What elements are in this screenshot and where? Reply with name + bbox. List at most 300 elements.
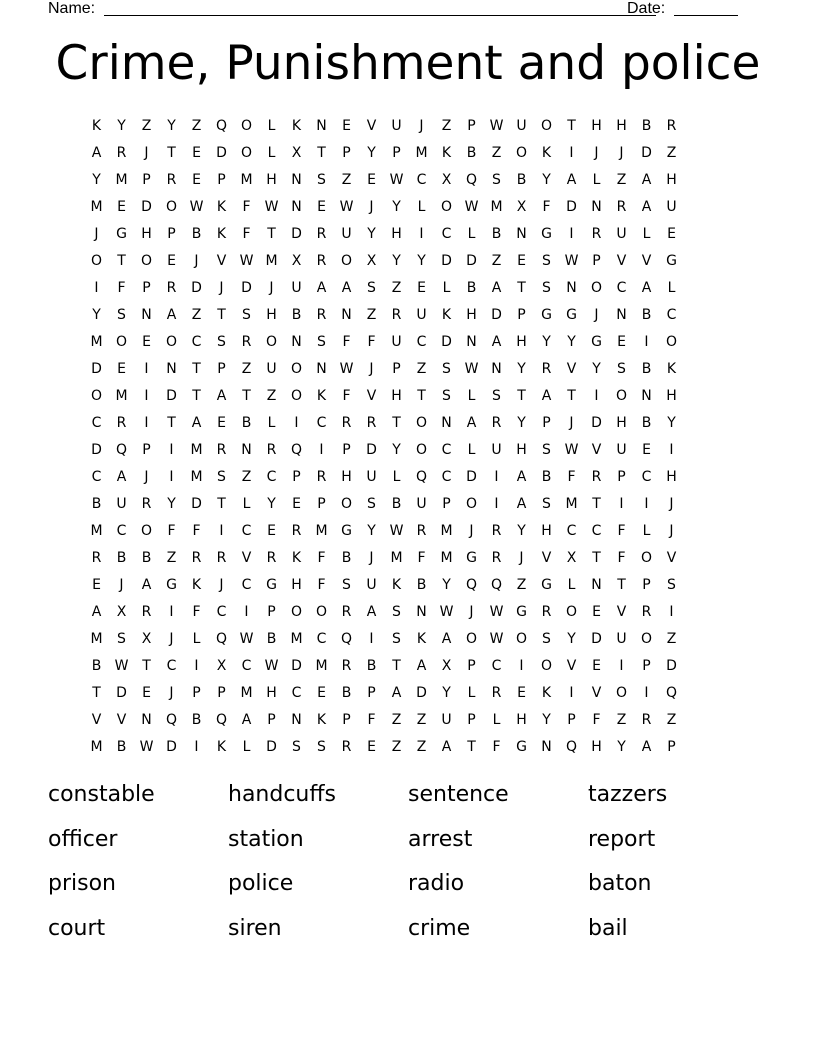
grid-letter[interactable]: I <box>569 685 574 701</box>
grid-letter[interactable]: T <box>392 415 401 431</box>
grid-letter[interactable]: X <box>216 658 227 674</box>
grid-letter[interactable]: Z <box>141 118 152 134</box>
grid-letter[interactable]: D <box>116 685 127 701</box>
grid-letter[interactable]: O <box>290 361 303 377</box>
grid-letter[interactable]: F <box>317 577 326 593</box>
grid-letter[interactable]: U <box>616 226 627 242</box>
grid-letter[interactable]: S <box>542 280 551 296</box>
grid-letter[interactable]: N <box>291 712 302 728</box>
grid-letter[interactable]: H <box>291 577 302 593</box>
grid-letter[interactable]: I <box>619 496 624 512</box>
grid-letter[interactable]: V <box>366 388 377 404</box>
grid-letter[interactable]: A <box>641 739 652 755</box>
grid-letter[interactable]: X <box>441 658 452 674</box>
grid-letter[interactable]: H <box>266 307 277 323</box>
grid-letter[interactable]: Z <box>516 577 527 593</box>
grid-letter[interactable]: I <box>169 442 174 458</box>
grid-letter[interactable]: C <box>641 469 652 485</box>
grid-letter[interactable]: V <box>591 685 602 701</box>
grid-letter[interactable]: A <box>166 307 177 323</box>
grid-letter[interactable]: R <box>641 604 652 620</box>
grid-letter[interactable]: T <box>517 388 526 404</box>
grid-letter[interactable]: Y <box>442 685 451 701</box>
grid-letter[interactable]: O <box>90 253 103 269</box>
grid-letter[interactable]: N <box>516 226 527 242</box>
grid-letter[interactable]: M <box>490 199 503 215</box>
grid-letter[interactable]: K <box>216 199 227 215</box>
grid-letter[interactable]: Q <box>465 577 478 593</box>
grid-letter[interactable]: P <box>467 658 476 674</box>
grid-letter[interactable]: A <box>541 388 552 404</box>
grid-letter[interactable]: Q <box>290 442 303 458</box>
grid-letter[interactable]: P <box>267 604 276 620</box>
grid-letter[interactable]: R <box>166 172 177 188</box>
grid-letter[interactable]: I <box>319 442 324 458</box>
grid-letter[interactable]: U <box>666 199 677 215</box>
grid-letter[interactable]: Z <box>616 712 627 728</box>
grid-letter[interactable]: M <box>240 685 253 701</box>
grid-letter[interactable]: C <box>416 334 427 350</box>
grid-letter[interactable]: A <box>366 604 377 620</box>
grid-letter[interactable]: Y <box>567 631 576 647</box>
grid-letter[interactable]: J <box>419 118 424 134</box>
grid-letter[interactable]: K <box>541 145 552 161</box>
grid-letter[interactable]: J <box>469 523 474 539</box>
grid-letter[interactable]: D <box>366 442 377 458</box>
grid-letter[interactable]: W <box>464 199 479 215</box>
grid-letter[interactable]: P <box>142 172 151 188</box>
grid-letter[interactable]: C <box>316 415 327 431</box>
grid-letter[interactable]: R <box>541 604 552 620</box>
grid-letter[interactable]: S <box>317 739 326 755</box>
grid-letter[interactable]: S <box>542 496 551 512</box>
grid-letter[interactable]: M <box>90 739 103 755</box>
grid-letter[interactable]: P <box>617 469 626 485</box>
grid-letter[interactable]: P <box>217 685 226 701</box>
grid-letter[interactable]: W <box>464 361 479 377</box>
grid-letter[interactable]: P <box>342 712 351 728</box>
grid-letter[interactable]: J <box>569 415 574 431</box>
grid-letter[interactable]: Q <box>565 739 578 755</box>
grid-letter[interactable]: C <box>441 469 452 485</box>
grid-letter[interactable]: T <box>192 361 201 377</box>
grid-letter[interactable]: O <box>290 388 303 404</box>
grid-letter[interactable]: Z <box>416 739 427 755</box>
grid-letter[interactable]: I <box>669 442 674 458</box>
grid-letter[interactable]: J <box>669 523 674 539</box>
grid-letter[interactable]: O <box>665 334 678 350</box>
grid-letter[interactable]: E <box>117 199 126 215</box>
grid-letter[interactable]: S <box>492 388 501 404</box>
grid-letter[interactable]: R <box>91 550 102 566</box>
grid-letter[interactable]: H <box>666 388 677 404</box>
grid-letter[interactable]: A <box>466 415 477 431</box>
grid-letter[interactable]: T <box>92 685 101 701</box>
grid-letter[interactable]: Y <box>167 118 176 134</box>
grid-letter[interactable]: Q <box>665 685 678 701</box>
grid-letter[interactable]: T <box>217 496 226 512</box>
grid-letter[interactable]: Z <box>616 172 627 188</box>
grid-letter[interactable]: Y <box>167 496 176 512</box>
grid-letter[interactable]: F <box>592 712 601 728</box>
grid-letter[interactable]: Y <box>92 307 101 323</box>
grid-letter[interactable]: M <box>90 334 103 350</box>
grid-letter[interactable]: S <box>367 496 376 512</box>
grid-letter[interactable]: A <box>566 172 577 188</box>
grid-letter[interactable]: J <box>219 280 224 296</box>
grid-letter[interactable]: P <box>667 739 676 755</box>
grid-letter[interactable]: L <box>267 145 276 161</box>
grid-letter[interactable]: D <box>216 145 227 161</box>
grid-letter[interactable]: O <box>140 523 153 539</box>
grid-letter[interactable]: E <box>317 685 326 701</box>
grid-letter[interactable]: B <box>416 577 427 593</box>
grid-letter[interactable]: S <box>542 631 551 647</box>
grid-letter[interactable]: F <box>192 523 201 539</box>
grid-letter[interactable]: I <box>644 496 649 512</box>
grid-letter[interactable]: I <box>594 388 599 404</box>
grid-letter[interactable]: T <box>192 388 201 404</box>
grid-letter[interactable]: I <box>194 658 199 674</box>
name-field[interactable] <box>104 15 656 16</box>
grid-letter[interactable]: P <box>467 712 476 728</box>
grid-letter[interactable]: L <box>392 469 401 485</box>
grid-letter[interactable]: S <box>492 172 501 188</box>
grid-letter[interactable]: A <box>491 334 502 350</box>
grid-letter[interactable]: N <box>291 172 302 188</box>
grid-letter[interactable]: H <box>541 523 552 539</box>
grid-letter[interactable]: T <box>267 226 276 242</box>
grid-letter[interactable]: H <box>266 172 277 188</box>
grid-letter[interactable]: F <box>542 199 551 215</box>
grid-letter[interactable]: J <box>269 280 274 296</box>
grid-letter[interactable]: M <box>440 523 453 539</box>
grid-letter[interactable]: O <box>240 118 253 134</box>
grid-letter[interactable]: E <box>517 685 526 701</box>
grid-letter[interactable]: E <box>217 415 226 431</box>
grid-letter[interactable]: P <box>392 145 401 161</box>
grid-letter[interactable]: H <box>666 469 677 485</box>
grid-letter[interactable]: C <box>591 523 602 539</box>
grid-letter[interactable]: I <box>169 604 174 620</box>
grid-letter[interactable]: O <box>515 145 528 161</box>
grid-letter[interactable]: J <box>619 145 624 161</box>
grid-letter[interactable]: N <box>141 712 152 728</box>
grid-letter[interactable]: T <box>567 388 576 404</box>
grid-letter[interactable]: H <box>616 415 627 431</box>
grid-letter[interactable]: Z <box>341 172 352 188</box>
grid-letter[interactable]: K <box>441 145 452 161</box>
grid-letter[interactable]: I <box>569 226 574 242</box>
grid-letter[interactable]: B <box>516 172 527 188</box>
grid-letter[interactable]: C <box>291 685 302 701</box>
grid-letter[interactable]: C <box>266 469 277 485</box>
grid-letter[interactable]: B <box>641 415 652 431</box>
grid-letter[interactable]: R <box>341 604 352 620</box>
grid-letter[interactable]: L <box>467 226 476 242</box>
grid-letter[interactable]: N <box>141 307 152 323</box>
grid-letter[interactable]: P <box>192 685 201 701</box>
grid-letter[interactable]: D <box>141 199 152 215</box>
grid-letter[interactable]: V <box>666 550 677 566</box>
grid-letter[interactable]: O <box>115 334 128 350</box>
grid-letter[interactable]: W <box>239 253 254 269</box>
grid-letter[interactable]: O <box>240 145 253 161</box>
grid-letter[interactable]: Z <box>241 361 252 377</box>
grid-letter[interactable]: A <box>191 415 202 431</box>
grid-letter[interactable]: B <box>391 496 402 512</box>
grid-letter[interactable]: E <box>367 172 376 188</box>
grid-letter[interactable]: Z <box>666 631 677 647</box>
grid-letter[interactable]: F <box>342 334 351 350</box>
grid-letter[interactable]: D <box>466 253 477 269</box>
grid-letter[interactable]: D <box>291 658 302 674</box>
grid-letter[interactable]: B <box>466 280 477 296</box>
grid-letter[interactable]: R <box>391 307 402 323</box>
grid-letter[interactable]: N <box>441 415 452 431</box>
grid-letter[interactable]: L <box>192 631 201 647</box>
grid-letter[interactable]: P <box>317 496 326 512</box>
grid-letter[interactable]: I <box>144 388 149 404</box>
grid-letter[interactable]: N <box>316 118 327 134</box>
grid-letter[interactable]: W <box>489 631 504 647</box>
grid-letter[interactable]: S <box>292 739 301 755</box>
grid-letter[interactable]: N <box>591 577 602 593</box>
grid-letter[interactable]: R <box>316 469 327 485</box>
grid-letter[interactable]: Y <box>367 523 376 539</box>
grid-letter[interactable]: B <box>466 145 477 161</box>
grid-letter[interactable]: Y <box>392 253 401 269</box>
grid-letter[interactable]: B <box>541 469 552 485</box>
grid-letter[interactable]: H <box>591 739 602 755</box>
grid-letter[interactable]: T <box>142 658 151 674</box>
grid-letter[interactable]: S <box>667 577 676 593</box>
grid-letter[interactable]: Q <box>415 469 428 485</box>
grid-letter[interactable]: B <box>341 550 352 566</box>
grid-letter[interactable]: P <box>292 469 301 485</box>
grid-letter[interactable]: Z <box>491 145 502 161</box>
grid-letter[interactable]: X <box>141 631 152 647</box>
grid-letter[interactable]: F <box>617 523 626 539</box>
grid-letter[interactable]: A <box>516 469 527 485</box>
grid-letter[interactable]: P <box>467 118 476 134</box>
grid-letter[interactable]: B <box>641 361 652 377</box>
grid-letter[interactable]: V <box>91 712 102 728</box>
grid-letter[interactable]: I <box>619 658 624 674</box>
grid-letter[interactable]: B <box>266 631 277 647</box>
grid-letter[interactable]: F <box>367 712 376 728</box>
grid-letter[interactable]: E <box>417 280 426 296</box>
grid-letter[interactable]: P <box>517 307 526 323</box>
grid-letter[interactable]: Y <box>392 442 401 458</box>
grid-letter[interactable]: A <box>641 199 652 215</box>
grid-letter[interactable]: B <box>191 712 202 728</box>
grid-letter[interactable]: M <box>90 199 103 215</box>
grid-letter[interactable]: A <box>141 577 152 593</box>
grid-letter[interactable]: A <box>341 280 352 296</box>
grid-letter[interactable]: J <box>594 145 599 161</box>
grid-letter[interactable]: O <box>440 199 453 215</box>
grid-letter[interactable]: U <box>516 118 527 134</box>
grid-letter[interactable]: I <box>294 415 299 431</box>
grid-letter[interactable]: R <box>491 550 502 566</box>
grid-letter[interactable]: I <box>144 361 149 377</box>
grid-letter[interactable]: J <box>94 226 99 242</box>
grid-letter[interactable]: N <box>541 739 552 755</box>
grid-letter[interactable]: B <box>491 226 502 242</box>
grid-letter[interactable]: I <box>369 631 374 647</box>
grid-letter[interactable]: T <box>517 280 526 296</box>
grid-letter[interactable]: Y <box>517 415 526 431</box>
grid-letter[interactable]: P <box>367 685 376 701</box>
grid-letter[interactable]: U <box>266 361 277 377</box>
grid-letter[interactable]: D <box>241 280 252 296</box>
grid-letter[interactable]: G <box>166 577 177 593</box>
grid-letter[interactable]: L <box>467 388 476 404</box>
grid-letter[interactable]: W <box>439 604 454 620</box>
grid-letter[interactable]: W <box>389 523 404 539</box>
grid-letter[interactable]: Q <box>115 442 128 458</box>
grid-letter[interactable]: H <box>466 307 477 323</box>
grid-letter[interactable]: D <box>441 253 452 269</box>
grid-letter[interactable]: Y <box>617 739 626 755</box>
grid-letter[interactable]: M <box>90 631 103 647</box>
grid-letter[interactable]: D <box>441 334 452 350</box>
grid-letter[interactable]: E <box>292 496 301 512</box>
grid-letter[interactable]: V <box>641 253 652 269</box>
grid-letter[interactable]: L <box>417 199 426 215</box>
grid-letter[interactable]: H <box>591 118 602 134</box>
grid-letter[interactable]: R <box>341 739 352 755</box>
grid-letter[interactable]: B <box>141 550 152 566</box>
grid-letter[interactable]: F <box>317 550 326 566</box>
grid-letter[interactable]: I <box>169 469 174 485</box>
grid-letter[interactable]: T <box>167 145 176 161</box>
grid-letter[interactable]: T <box>392 658 401 674</box>
grid-letter[interactable]: N <box>241 442 252 458</box>
grid-letter[interactable]: I <box>569 145 574 161</box>
grid-letter[interactable]: O <box>615 388 628 404</box>
grid-letter[interactable]: Q <box>490 577 503 593</box>
grid-letter[interactable]: C <box>441 442 452 458</box>
grid-letter[interactable]: K <box>541 685 552 701</box>
grid-letter[interactable]: K <box>316 388 327 404</box>
grid-letter[interactable]: A <box>241 712 252 728</box>
grid-letter[interactable]: G <box>466 550 477 566</box>
grid-letter[interactable]: Z <box>266 388 277 404</box>
grid-letter[interactable]: P <box>542 415 551 431</box>
grid-letter[interactable]: C <box>566 523 577 539</box>
grid-letter[interactable]: S <box>317 172 326 188</box>
grid-letter[interactable]: X <box>366 253 377 269</box>
grid-letter[interactable]: G <box>116 226 127 242</box>
grid-letter[interactable]: S <box>317 334 326 350</box>
grid-letter[interactable]: V <box>116 712 127 728</box>
grid-letter[interactable]: Z <box>166 550 177 566</box>
grid-letter[interactable]: Y <box>417 253 426 269</box>
grid-letter[interactable]: R <box>366 415 377 431</box>
grid-letter[interactable]: V <box>616 253 627 269</box>
grid-letter[interactable]: D <box>416 685 427 701</box>
grid-letter[interactable]: H <box>516 442 527 458</box>
grid-letter[interactable]: V <box>566 658 577 674</box>
grid-letter[interactable]: F <box>417 550 426 566</box>
grid-letter[interactable]: G <box>541 226 552 242</box>
grid-letter[interactable]: L <box>267 415 276 431</box>
grid-letter[interactable]: I <box>194 739 199 755</box>
grid-letter[interactable]: C <box>441 226 452 242</box>
grid-letter[interactable]: W <box>189 199 204 215</box>
grid-letter[interactable]: S <box>367 280 376 296</box>
grid-letter[interactable]: V <box>616 604 627 620</box>
grid-letter[interactable]: J <box>144 469 149 485</box>
grid-letter[interactable]: P <box>142 442 151 458</box>
grid-letter[interactable]: E <box>342 118 351 134</box>
grid-letter[interactable]: H <box>391 388 402 404</box>
grid-letter[interactable]: Z <box>441 118 452 134</box>
grid-letter[interactable]: Z <box>391 280 402 296</box>
grid-letter[interactable]: I <box>244 604 249 620</box>
grid-letter[interactable]: R <box>166 280 177 296</box>
grid-letter[interactable]: O <box>590 280 603 296</box>
grid-letter[interactable]: I <box>669 604 674 620</box>
grid-letter[interactable]: Y <box>367 145 376 161</box>
grid-letter[interactable]: I <box>494 496 499 512</box>
grid-letter[interactable]: D <box>666 658 677 674</box>
grid-letter[interactable]: P <box>217 361 226 377</box>
grid-letter[interactable]: Y <box>117 118 126 134</box>
grid-letter[interactable]: T <box>617 577 626 593</box>
grid-letter[interactable]: K <box>291 550 302 566</box>
grid-letter[interactable]: S <box>242 307 251 323</box>
grid-letter[interactable]: T <box>117 253 126 269</box>
grid-letter[interactable]: X <box>291 145 302 161</box>
grid-letter[interactable]: Y <box>592 361 601 377</box>
grid-letter[interactable]: T <box>167 415 176 431</box>
grid-letter[interactable]: U <box>441 712 452 728</box>
grid-letter[interactable]: Q <box>340 631 353 647</box>
grid-letter[interactable]: H <box>516 712 527 728</box>
grid-letter[interactable]: D <box>566 199 577 215</box>
grid-letter[interactable]: E <box>192 172 201 188</box>
grid-letter[interactable]: U <box>291 280 302 296</box>
grid-letter[interactable]: V <box>541 550 552 566</box>
grid-letter[interactable]: Z <box>366 307 377 323</box>
grid-letter[interactable]: D <box>91 442 102 458</box>
grid-letter[interactable]: C <box>616 280 627 296</box>
grid-letter[interactable]: M <box>115 388 128 404</box>
grid-letter[interactable]: O <box>640 631 653 647</box>
grid-letter[interactable]: I <box>644 334 649 350</box>
grid-letter[interactable]: D <box>591 415 602 431</box>
grid-letter[interactable]: O <box>90 388 103 404</box>
grid-letter[interactable]: W <box>489 118 504 134</box>
grid-letter[interactable]: C <box>116 523 127 539</box>
grid-letter[interactable]: J <box>519 550 524 566</box>
grid-letter[interactable]: R <box>666 118 677 134</box>
grid-letter[interactable]: J <box>369 199 374 215</box>
grid-letter[interactable]: F <box>242 199 251 215</box>
grid-letter[interactable]: R <box>291 523 302 539</box>
grid-letter[interactable]: E <box>592 658 601 674</box>
grid-letter[interactable]: Y <box>517 361 526 377</box>
grid-letter[interactable]: E <box>317 199 326 215</box>
grid-letter[interactable]: H <box>616 118 627 134</box>
grid-letter[interactable]: S <box>542 442 551 458</box>
grid-letter[interactable]: Q <box>215 712 228 728</box>
grid-letter[interactable]: U <box>391 334 402 350</box>
grid-letter[interactable]: I <box>494 469 499 485</box>
